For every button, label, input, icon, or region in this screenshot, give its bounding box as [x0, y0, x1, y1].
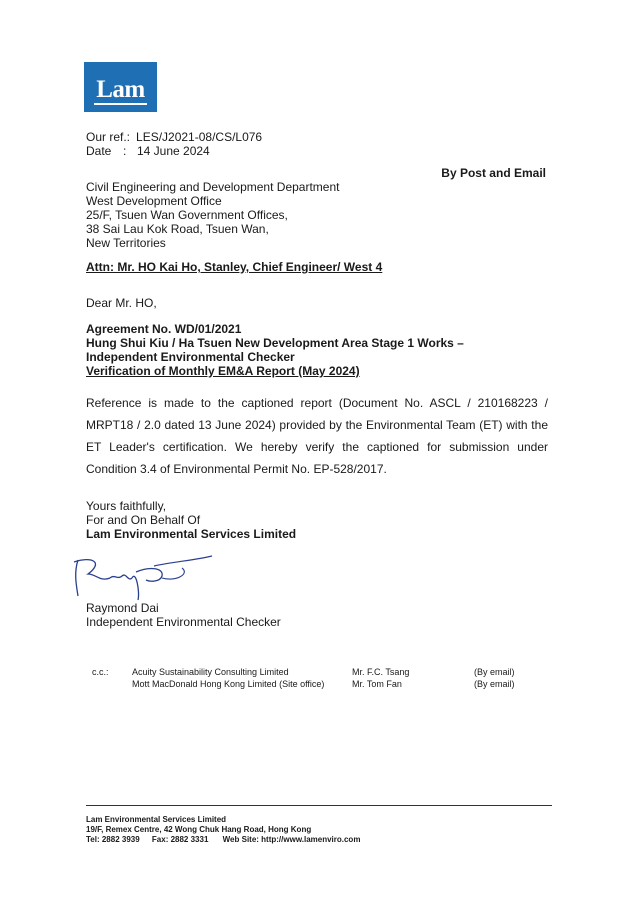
address-line: 25/F, Tsuen Wan Government Offices, [86, 208, 288, 222]
subject-title: Verification of Monthly EM&A Report (May 2024) [86, 364, 360, 378]
company-logo [84, 62, 157, 112]
subject-project: Hung Shui Kiu / Ha Tsuen New Development Area Stage 1 Works – [86, 336, 464, 350]
address-line: Civil Engineering and Development Department [86, 180, 340, 194]
date-row [86, 144, 262, 158]
salutation: Dear Mr. HO, [86, 296, 157, 310]
cc-label: c.c.: [92, 667, 109, 677]
address-line: 38 Sai Lau Kok Road, Tsuen Wan, [86, 222, 269, 236]
subject-block [86, 322, 464, 378]
footer-divider [86, 805, 552, 806]
footer-tel: Tel: 2882 3939 [86, 835, 140, 844]
cc-person: Mr. Tom Fan [352, 679, 402, 689]
date-colon: : [123, 144, 127, 158]
cc-row [132, 667, 515, 679]
subject-agreement: Agreement No. WD/01/2021 [86, 322, 242, 336]
cc-org: Acuity Sustainability Consulting Limited [132, 667, 289, 677]
footer-web: Web Site: http://www.lamenviro.com [222, 835, 361, 844]
cc-row [132, 679, 515, 691]
signatory-title: Independent Environmental Checker [86, 615, 281, 629]
attention-line: Attn: Mr. HO Kai Ho, Stanley, Chief Engineer/ West 4 [86, 260, 383, 274]
address-line: New Territories [86, 236, 166, 250]
signatory-name: Raymond Dai [86, 601, 159, 615]
signature-image [66, 552, 216, 602]
reference-block [86, 130, 262, 158]
date-label: Date [86, 144, 112, 158]
our-ref-row [86, 130, 262, 144]
closing-company: Lam Environmental Services Limited [86, 527, 297, 541]
closing-block [86, 499, 296, 541]
recipient-address [86, 180, 339, 250]
cc-method: (By email) [474, 679, 515, 689]
date-value: 14 June 2024 [137, 144, 210, 158]
closing-line: Yours faithfully, [86, 499, 167, 513]
logo-text: Lam [96, 76, 145, 103]
delivery-method: By Post and Email [441, 166, 546, 180]
our-ref-label: Our ref.: [86, 130, 131, 144]
subject-role: Independent Environmental Checker [86, 350, 295, 364]
address-line: West Development Office [86, 194, 222, 208]
footer-fax: Fax: 2882 3331 [151, 835, 209, 844]
signatory-block [86, 601, 281, 629]
footer-company: Lam Environmental Services Limited [86, 815, 227, 824]
body-paragraph: Reference is made to the captioned report (Document No. ASCL / 210168223 / MRPT18 / 2.0 dated 13 June 2024) provided by the Environmental Team (ET) with the ET Leader's certification. We hereby verify the captioned for submission under Condition 3.4 of Environmental Permit No. EP-528/2017. [86, 396, 548, 476]
footer-contact [86, 835, 360, 845]
cc-list [132, 667, 515, 691]
our-ref-value: LES/J2021-08/CS/L076 [136, 130, 263, 144]
cc-method: (By email) [474, 667, 515, 677]
cc-org: Mott MacDonald Hong Kong Limited (Site office) [132, 679, 325, 689]
footer-address: 19/F, Remex Centre, 42 Wong Chuk Hang Road, Hong Kong [86, 825, 312, 834]
cc-person: Mr. F.C. Tsang [352, 667, 410, 677]
footer [86, 815, 360, 845]
closing-line: For and On Behalf Of [86, 513, 201, 527]
